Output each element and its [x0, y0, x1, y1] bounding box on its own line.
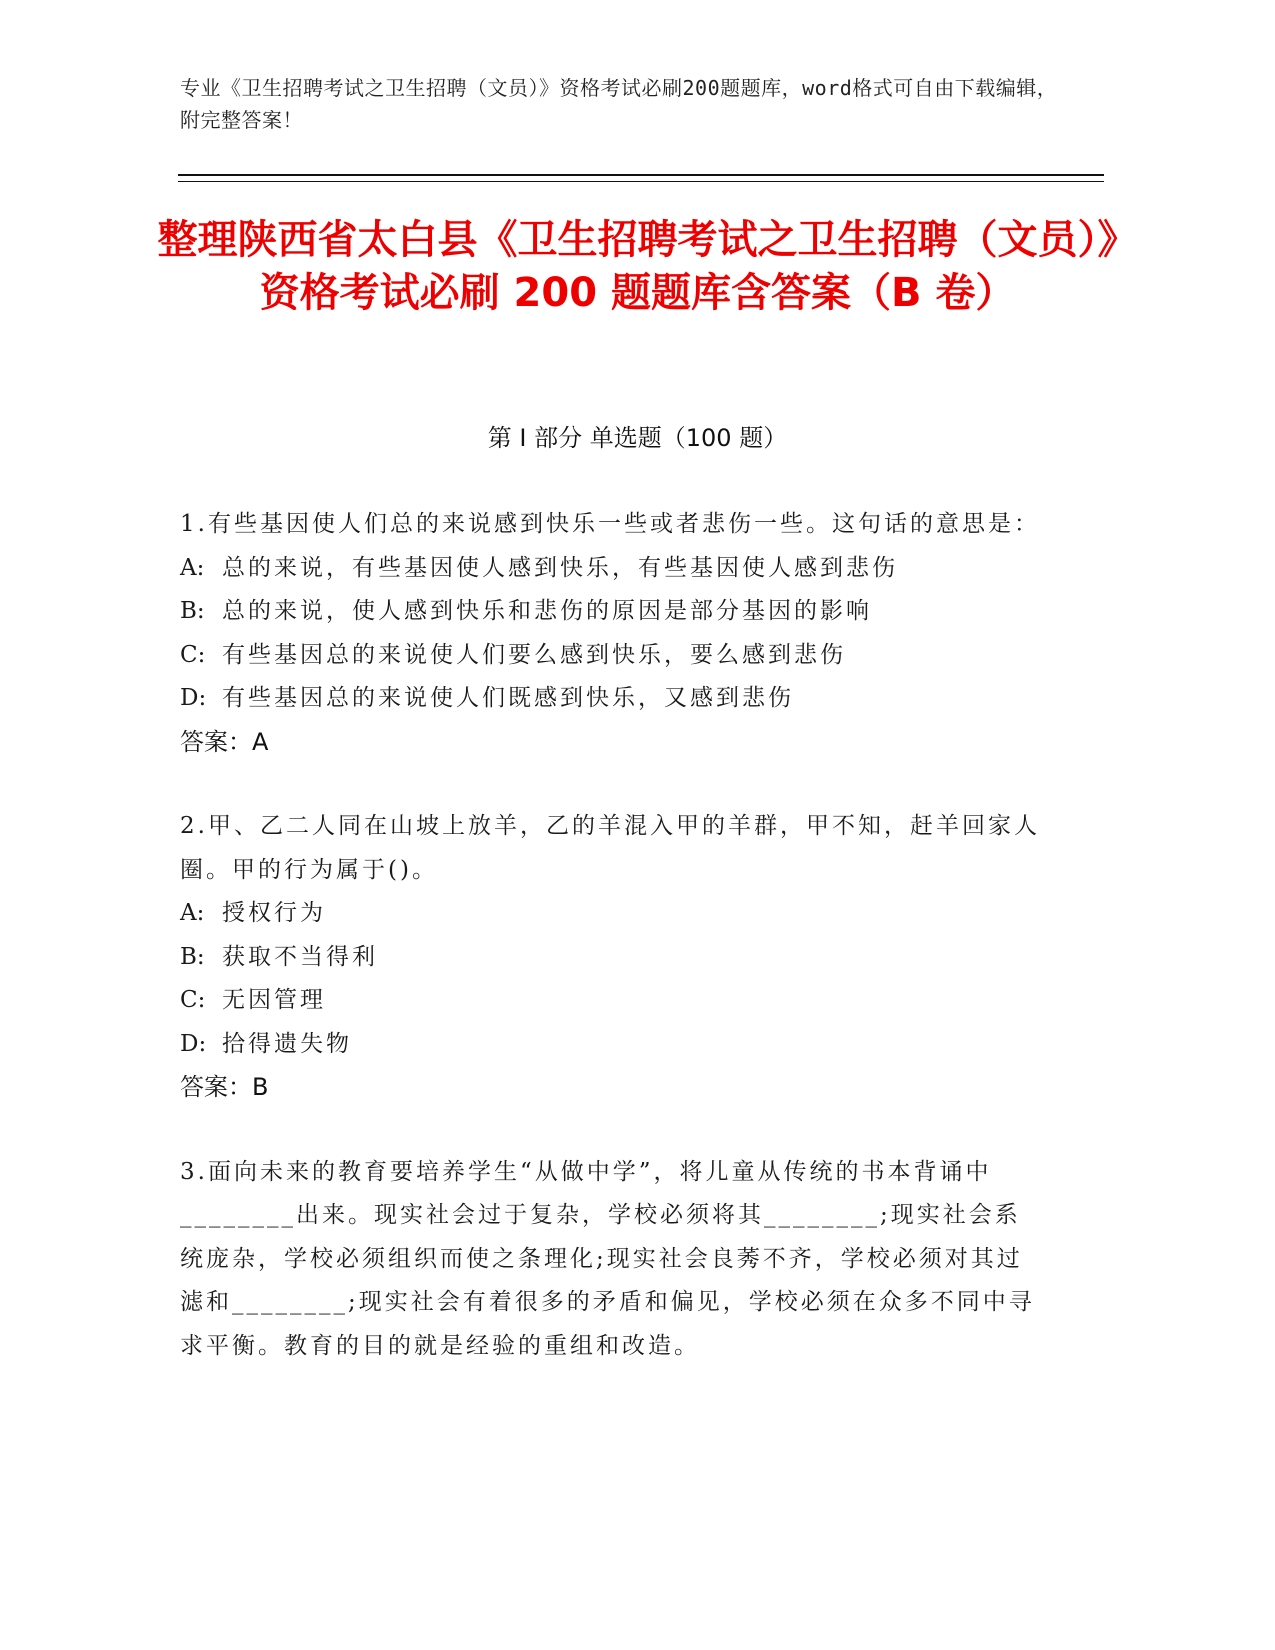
option-key: C:: [180, 641, 206, 668]
option-text: 总的来说，使人感到快乐和悲伤的原因是部分基因的影响: [222, 598, 872, 624]
header-divider-thin: [178, 181, 1104, 182]
option-key: D:: [180, 1030, 207, 1057]
answer-line: 答案：B: [180, 1073, 269, 1101]
section-heading: 第 I 部分 单选题（100 题）: [487, 424, 788, 452]
option-text: 授权行为: [222, 900, 326, 926]
option-text: 有些基因总的来说使人们既感到快乐，又感到悲伤: [222, 685, 794, 711]
question-stem: 1.有些基因使人们总的来说感到快乐一些或者悲伤一些。这句话的意思是：: [180, 511, 1040, 537]
option-key: B:: [180, 943, 205, 970]
question-stem: 2.甲、乙二人同在山坡上放羊，乙的羊混入甲的羊群，甲不知，赶羊回家人圈。甲的行为属于()。: [180, 813, 1040, 883]
option-b: [180, 590, 1040, 634]
option-key: C:: [180, 987, 206, 1013]
option-key: D:: [180, 685, 207, 711]
option-text: 总的来说，有些基因使人感到快乐，有些基因使人感到悲伤: [222, 554, 898, 581]
question-1: [180, 503, 1040, 764]
option-key: A:: [180, 554, 205, 581]
option-d: [180, 1023, 1040, 1067]
option-key: B:: [180, 598, 205, 624]
option-c: [180, 979, 1040, 1023]
option-d: [180, 677, 1040, 721]
document-title: 整理陕西省太白县《卫生招聘考试之卫生招聘（文员）》资格考试必刷 200 题题库含答案（B 卷）: [157, 217, 1118, 316]
option-b: [180, 936, 1040, 980]
answer-line: 答案：A: [180, 727, 269, 756]
option-key: A:: [180, 900, 205, 926]
option-text: 有些基因总的来说使人们要么感到快乐，要么感到悲伤: [222, 641, 846, 668]
question-2: [180, 805, 1040, 1110]
question-list: [180, 503, 1040, 1409]
option-text: 无因管理: [222, 987, 326, 1013]
option-text: 拾得遗失物: [222, 1030, 352, 1057]
option-text: 获取不当得利: [222, 943, 378, 970]
header-note: 专业《卫生招聘考试之卫生招聘（文员）》资格考试必刷200题题库，word格式可自由下载编辑，附完整答案！: [180, 76, 1058, 132]
question-stem: 3.面向未来的教育要培养学生“从做中学”，将儿童从传统的书本背诵中________出来。现实社会过于复杂，学校必须将其________;现实社会系统庞杂，学校必须组织而使之条理化;现实社会良莠不齐，学校必须对其过滤和________;现实社会有着很多的矛盾和偏见，学校必须在众多不同中寻求平衡。教育的目的就是经验的重组和改造。: [180, 1158, 1035, 1359]
option-c: [180, 634, 1040, 678]
option-a: [180, 547, 1040, 591]
header-divider-thick: [178, 174, 1104, 176]
question-3: [180, 1151, 1040, 1369]
option-a: [180, 892, 1040, 936]
